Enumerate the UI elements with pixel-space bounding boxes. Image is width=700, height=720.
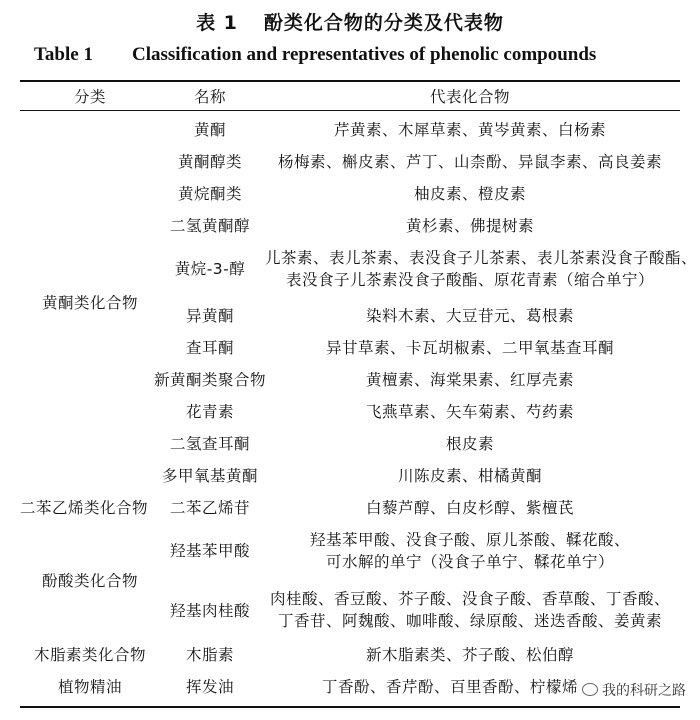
- row-name: 异黄酮: [185, 307, 234, 325]
- table-number-cn: 表 1: [196, 12, 238, 34]
- category-stilbenes: 二苯乙烯类化合物: [19, 499, 148, 517]
- table-title-chinese: [0, 8, 700, 35]
- table-label-en: Table 1: [34, 44, 93, 65]
- row-representatives: 黄檀素、海棠果素、红厚壳素: [365, 371, 574, 389]
- row-representatives: 飞燕草素、矢车菊素、芍药素: [365, 403, 574, 421]
- header-representatives: 代表化合物: [429, 88, 510, 106]
- row-name: 黄烷-3-醇: [174, 260, 246, 278]
- row-representatives: 川陈皮素、柑橘黄酮: [397, 467, 542, 485]
- row-name: 羟基肉桂酸: [169, 602, 250, 620]
- row-representatives: 白藜芦醇、白皮杉醇、紫檀芪: [365, 499, 574, 517]
- category-phenolic-acids: 酚酸类化合物: [41, 572, 138, 590]
- table-title-cn-text: 酚类化合物的分类及代表物: [263, 12, 504, 34]
- row-name: 黄酮: [193, 121, 226, 139]
- table-title-english: [34, 44, 694, 66]
- row-name: 黄酮醇类: [177, 153, 242, 171]
- category-lignans: 木脂素类化合物: [33, 646, 146, 664]
- row-representatives-line-2: 丁香苷、阿魏酸、咖啡酸、绿原酸、迷迭香酸、姜黄素: [277, 612, 662, 630]
- row-name: 二苯乙烯苷: [169, 499, 250, 517]
- wechat-icon: [582, 683, 598, 696]
- row-representatives-line-1: 羟基苯甲酸、没食子酸、原儿茶酸、鞣花酸、: [309, 531, 630, 549]
- row-representatives: 根皮素: [445, 435, 494, 453]
- row-representatives: 染料木素、大豆苷元、葛根素: [365, 307, 574, 325]
- top-rule: [20, 80, 680, 82]
- row-name: 挥发油: [185, 678, 234, 696]
- header-name: 名称: [193, 88, 226, 106]
- category-flavonoids: 黄酮类化合物: [41, 294, 138, 312]
- row-representatives-line-1: 肉桂酸、香豆酸、芥子酸、没食子酸、香草酸、丁香酸、: [269, 590, 670, 608]
- row-representatives: 杨梅素、槲皮素、芦丁、山柰酚、异鼠李素、高良姜素: [277, 153, 662, 171]
- category-essential-oils: 植物精油: [57, 678, 122, 696]
- header-rule: [20, 110, 680, 111]
- row-representatives: 黄杉素、佛提树素: [405, 217, 534, 235]
- header-category: 分类: [73, 88, 106, 106]
- row-name: 新黄酮类聚合物: [153, 371, 266, 389]
- row-name: 二氢黄酮醇: [169, 217, 250, 235]
- watermark: [582, 680, 686, 700]
- row-representatives-line-2: 表没食子儿茶素没食子酸酯、原花青素（缩合单宁）: [285, 271, 654, 289]
- watermark-text: 我的科研之路: [602, 683, 686, 699]
- row-name: 黄烷酮类: [177, 185, 242, 203]
- row-representatives: 异甘草素、卡瓦胡椒素、二甲氧基查耳酮: [325, 339, 614, 357]
- row-representatives: 丁香酚、香芹酚、百里香酚、柠檬烯: [321, 678, 578, 696]
- row-name: 查耳酮: [185, 339, 234, 357]
- row-representatives-line-2: 可水解的单宁（没食子单宁、鞣花单宁）: [325, 553, 614, 571]
- row-representatives-line-1: 儿茶素、表儿茶素、表没食子儿茶素、表儿茶素没食子酸酯、: [265, 249, 698, 267]
- table-title-en-text: Classification and representatives of phenolic compounds: [132, 44, 597, 65]
- row-representatives: 芹黄素、木犀草素、黄岑黄素、白杨素: [333, 121, 606, 139]
- row-name: 二氢查耳酮: [169, 435, 250, 453]
- row-name: 花青素: [185, 403, 234, 421]
- row-name: 羟基苯甲酸: [169, 542, 250, 560]
- row-representatives: 新木脂素类、芥子酸、松伯醇: [365, 646, 574, 664]
- bottom-rule: [20, 706, 680, 708]
- row-representatives: 柚皮素、橙皮素: [413, 185, 526, 203]
- row-name: 多甲氧基黄酮: [161, 467, 258, 485]
- row-name: 木脂素: [185, 646, 234, 664]
